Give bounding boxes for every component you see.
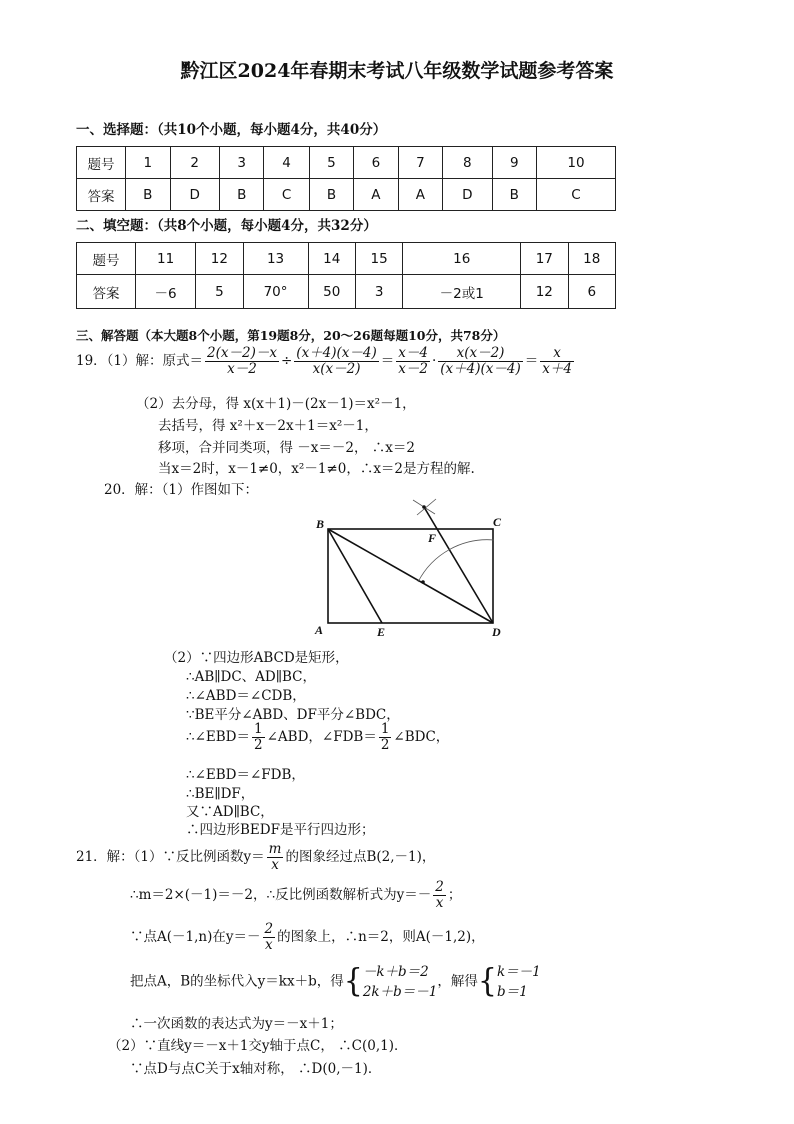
table-cell-number: 5	[309, 147, 354, 179]
table-cell-answer: 3	[355, 275, 402, 309]
table-cell-number: 8	[443, 147, 492, 179]
text: 的图象上，∴n＝2，则A(－1,2)，	[277, 929, 485, 945]
table-row-label: 题号	[77, 243, 136, 275]
table-cell-answer: －2或1	[403, 275, 521, 309]
fraction-half: $\frac{1}{2}$	[380, 721, 390, 753]
section2-heading: 二、填空题：（共8个小题，每小题4分，共32分）	[76, 218, 377, 234]
table-cell-answer: B	[309, 179, 354, 211]
page-title: 黔江区2024年春期末考试八年级数学试题参考答案	[180, 60, 614, 82]
fraction: $\frac{x-4}{x-2}$	[398, 345, 428, 377]
q20-proof-line: ∴∠EBD＝∠FDB，	[186, 767, 305, 783]
fraction: $\frac{m}{x}$	[268, 841, 282, 873]
table-cell-answer: 5	[196, 275, 243, 309]
table-cell-answer: －6	[136, 275, 196, 309]
segment-bd	[328, 529, 493, 623]
q19-part1	[76, 346, 576, 377]
q19-part2-line4: 当x＝2时，x－1≠0，x²－1≠0，∴x＝2是方程的解.	[158, 461, 475, 477]
text: ∠BDC，	[393, 729, 450, 745]
table-cell-number: 12	[196, 243, 243, 275]
table-cell-answer: 70°	[243, 275, 308, 309]
q20-proof-line: （2）∵四边形ABCD是矩形，	[164, 650, 349, 666]
table-cell-number: 16	[403, 243, 521, 275]
left-brace: {	[477, 963, 497, 1000]
q21-line7: ∵点D与点C关于x轴对称， ∴D(0,－1)．	[130, 1061, 382, 1077]
equation-system: k＝－1 b＝1	[496, 964, 541, 1000]
text: 21．解：（1）∵反比例函数y＝	[76, 849, 265, 865]
q20-proof-line: ∵BE平分∠ABD、DF平分∠BDC，	[186, 707, 400, 723]
label-a: A	[315, 623, 324, 637]
label-d: D	[492, 625, 501, 639]
table-cell-answer: C	[264, 179, 309, 211]
table-cell-number: 7	[398, 147, 442, 179]
table-cell-answer: B	[126, 179, 171, 211]
table-row-label: 题号	[77, 147, 126, 179]
fraction: $\frac{(x+4)(x-4)}{x(x-2)}$	[296, 345, 377, 377]
q21-line1	[76, 842, 435, 873]
q20-proof-line: 又∵AD∥BC，	[186, 804, 274, 820]
table-cell-number: 2	[170, 147, 219, 179]
table-cell-number: 15	[355, 243, 402, 275]
q20-proof-line: ∴∠ABD＝∠CDB，	[186, 688, 306, 704]
table-cell-answer: B	[492, 179, 537, 211]
table-cell-number: 13	[243, 243, 308, 275]
text: ∠ABD，∠FDB＝	[266, 729, 377, 745]
q20-proof-line: ∴AB∥DC、AD∥BC，	[186, 669, 316, 685]
section1-heading: 一、选择题：（共10个小题，每小题4分，共40分）	[76, 122, 387, 138]
table-cell-answer: 50	[308, 275, 355, 309]
q20-proof-line: ∴四边形BEDF是平行四边形；	[186, 822, 375, 838]
table-cell-number: 3	[219, 147, 264, 179]
table-cell-number: 1	[126, 147, 171, 179]
label-e: E	[377, 625, 386, 639]
text: ，解得	[437, 973, 478, 990]
arc-point	[422, 505, 426, 509]
table-cell-number: 14	[308, 243, 355, 275]
table-cell-answer: B	[219, 179, 264, 211]
table-cell-answer: C	[537, 179, 616, 211]
q19-label: 19．（1）解：原式＝	[76, 353, 204, 369]
fraction: $\frac{2(x-2)-x}{x-2}$	[207, 345, 277, 377]
table-cell-number: 10	[537, 147, 616, 179]
q20-proof-line: ∴BE∥DF，	[186, 786, 255, 802]
table-cell-answer: D	[443, 179, 492, 211]
table-cell-number: 4	[264, 147, 309, 179]
q21-line2	[130, 880, 461, 911]
q19-part2-line3: 移项，合并同类项，得 －x＝－2， ∴x＝2	[158, 440, 415, 456]
text: ∵点A(－1,n)在y＝－	[130, 929, 261, 945]
q19-part2-line1: （2）去分母，得 x(x＋1)－(2x－1)＝x²－1，	[136, 396, 416, 412]
table-cell-number: 18	[568, 243, 616, 275]
q21-line4	[130, 962, 541, 1002]
table-cell-number: 11	[136, 243, 196, 275]
text: ；	[447, 887, 462, 903]
table-cell-answer: 12	[521, 275, 568, 309]
text: ∴∠EBD＝	[186, 729, 250, 745]
table-row-label: 答案	[77, 179, 126, 211]
table-cell-answer: A	[354, 179, 398, 211]
table-cell-answer: A	[398, 179, 442, 211]
operator: ＝	[524, 353, 539, 369]
choice-answer-table	[76, 146, 616, 211]
operator: ÷	[280, 353, 293, 369]
q21-line6: （2）∵直线y＝－x＋1交y轴于点C， ∴C(0,1)．	[108, 1038, 408, 1054]
operator: ＝	[380, 353, 395, 369]
label-f: F	[428, 531, 437, 545]
table-cell-number: 9	[492, 147, 537, 179]
rectangle-construction-figure	[300, 496, 530, 642]
fill-answer-table	[76, 242, 616, 309]
q21-line3	[130, 922, 485, 953]
text: 的图象经过点B(2,－1)，	[285, 849, 436, 865]
table-cell-answer: D	[170, 179, 219, 211]
table-cell-number: 17	[521, 243, 568, 275]
table-row-label: 答案	[77, 275, 136, 309]
text: 把点A，B的坐标代入y＝kx＋b，得	[130, 973, 344, 990]
section3-heading: 三、解答题（本大题8个小题，第19题8分，20～26题每题10分，共78分）	[76, 328, 506, 343]
fraction: $\frac{2}{x}$	[264, 921, 274, 953]
fraction: $\frac{x}{x+4}$	[542, 345, 572, 377]
table-cell-answer: 6	[568, 275, 616, 309]
fraction: $\frac{2}{x}$	[435, 879, 444, 911]
fraction: $\frac{x(x-2)}{(x+4)(x-4)}$	[440, 345, 521, 377]
segment-be	[328, 529, 382, 623]
left-brace: {	[343, 963, 363, 1000]
label-b: B	[316, 517, 325, 531]
arc-point	[421, 580, 425, 584]
segment-df	[424, 507, 493, 623]
table-cell-number: 6	[354, 147, 398, 179]
equation-system: －k＋b＝2 2k＋b＝－1	[362, 964, 438, 1000]
fraction-half: $\frac{1}{2}$	[254, 721, 263, 753]
q19-part2-line2: 去括号，得 x²＋x－2x＋1＝x²－1，	[158, 418, 378, 434]
q21-line5: ∴一次函数的表达式为y＝－x＋1；	[130, 1016, 343, 1032]
q20-label: 20．解：（1）作图如下：	[104, 482, 259, 498]
text: ∴m＝2×(－1)＝－2，∴反比例函数解析式为y＝－	[130, 887, 432, 903]
q20-proof-half-line	[186, 722, 449, 753]
operator: ·	[431, 353, 437, 369]
label-c: C	[493, 515, 502, 529]
